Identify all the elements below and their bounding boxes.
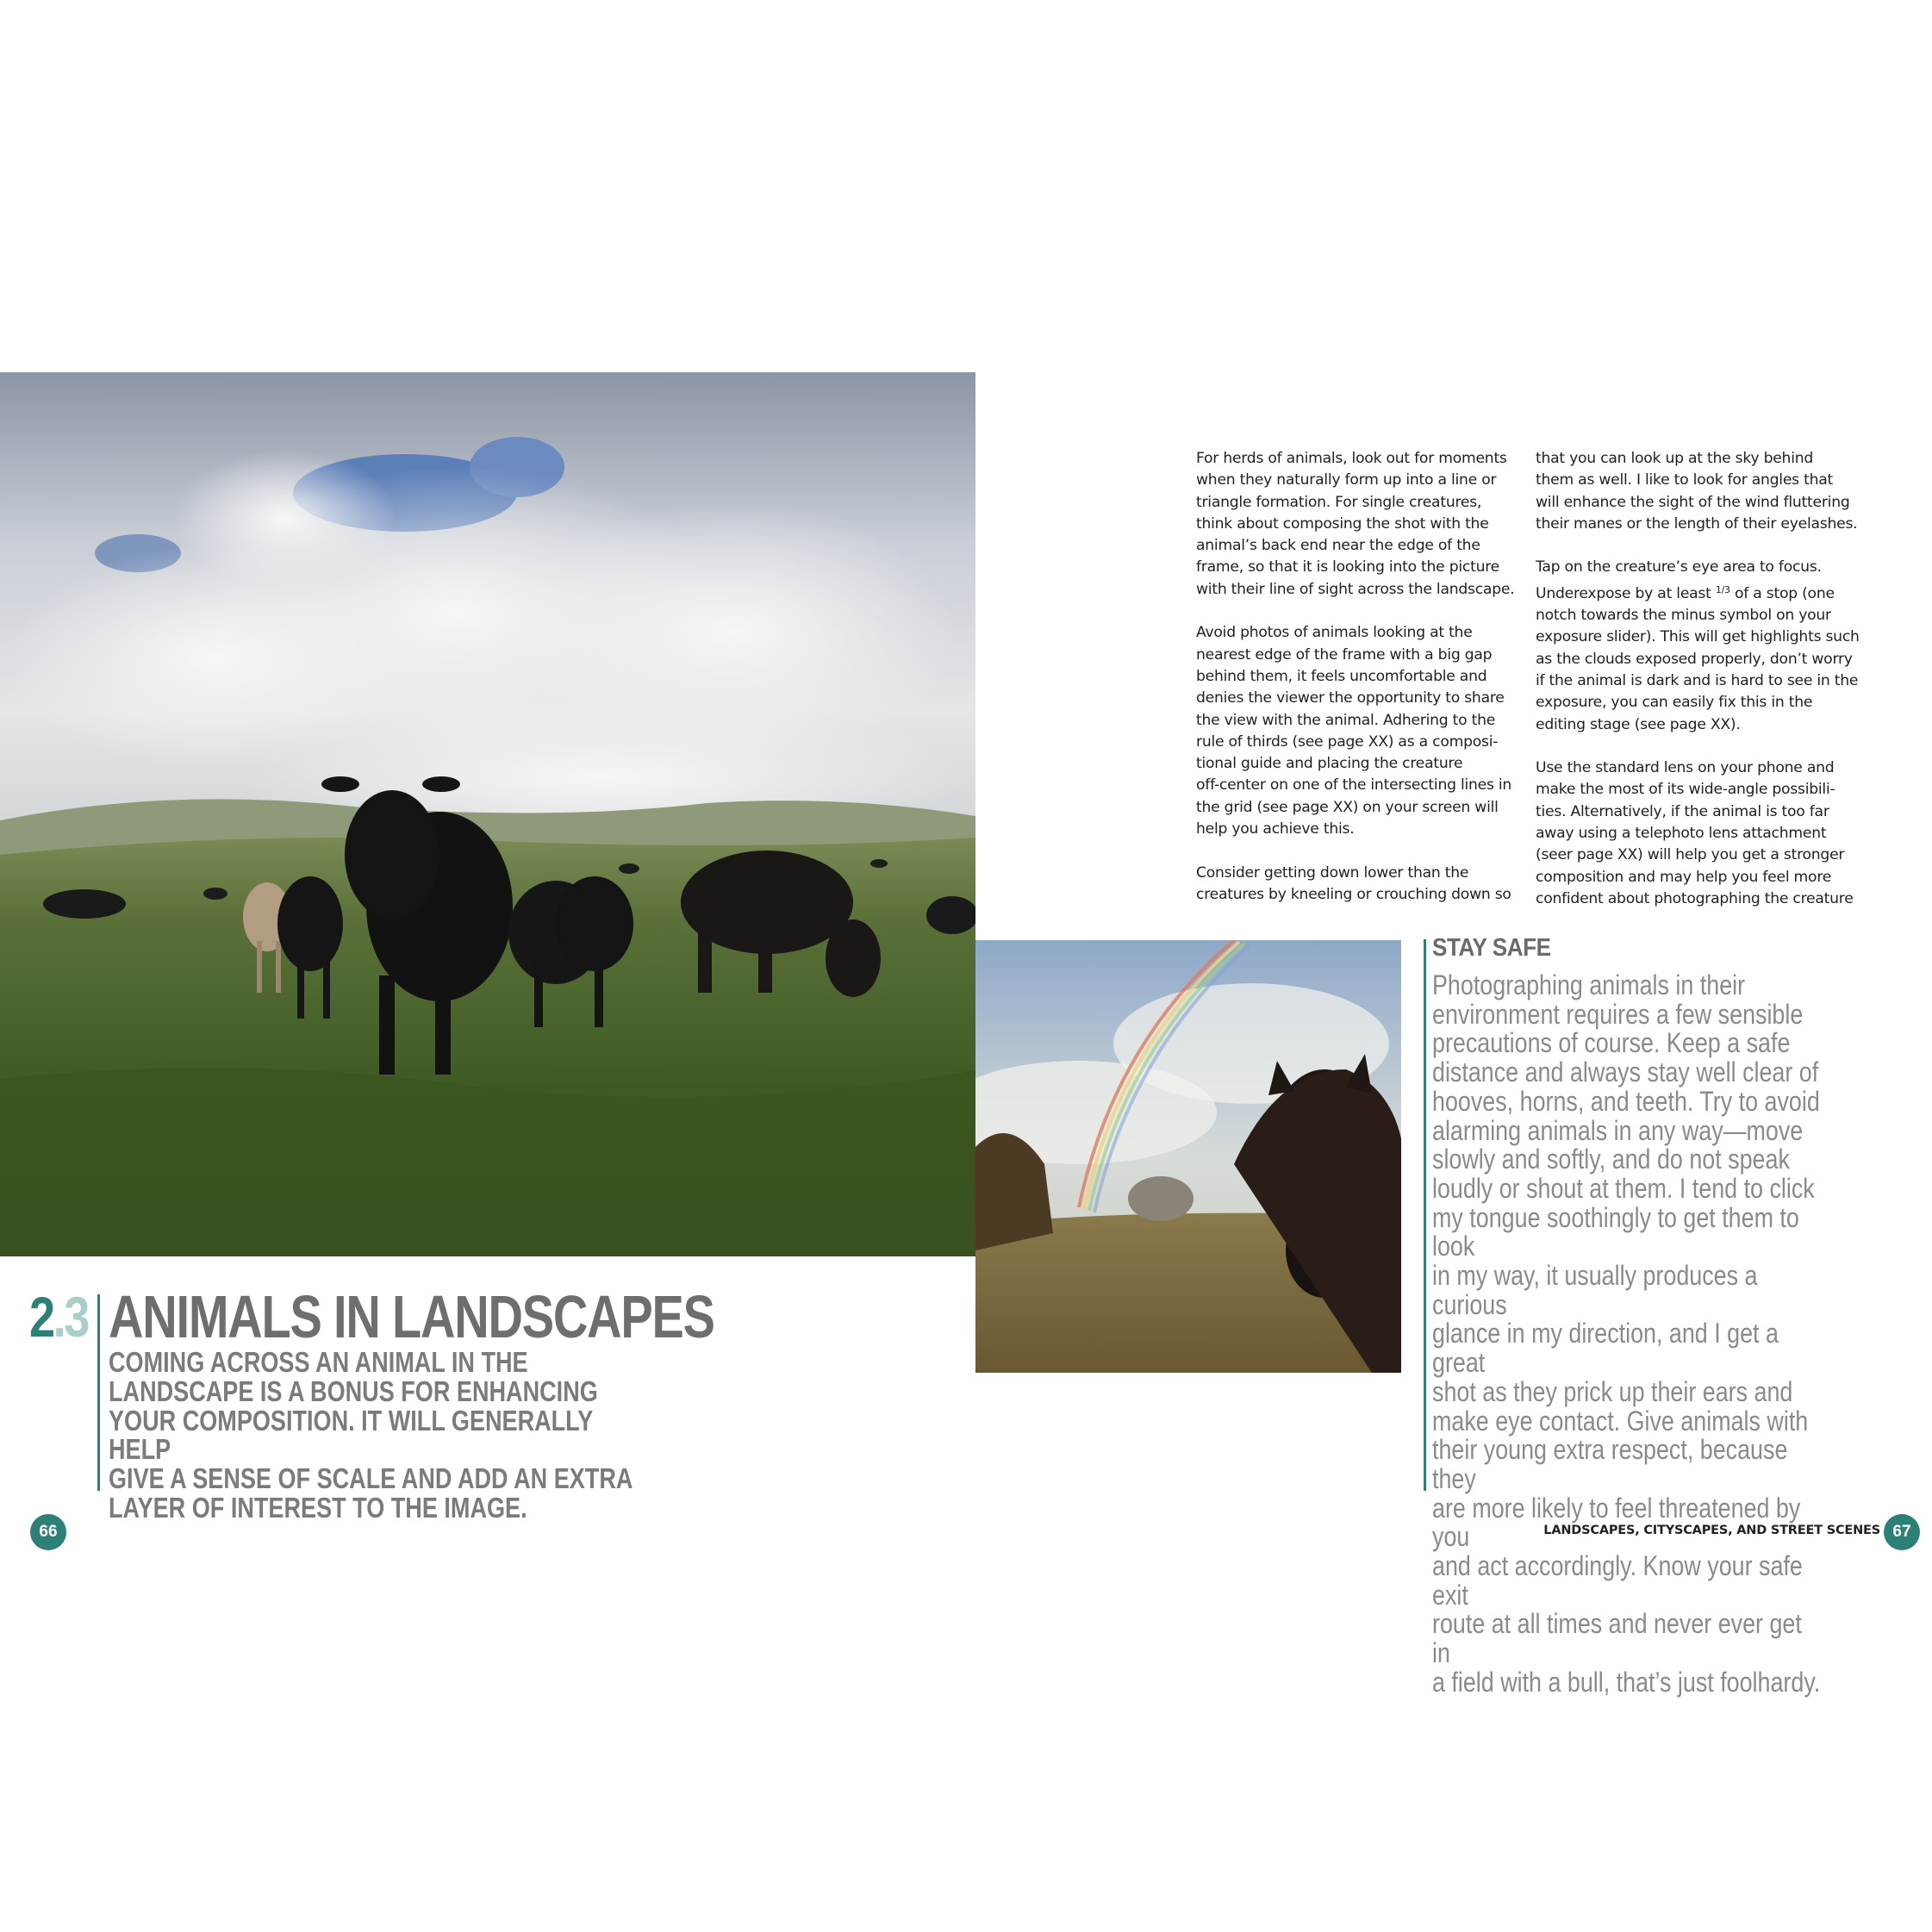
body-paragraph: Avoid photos of animals looking at the nearest edge of the frame with a big gap behind them, it feels uncomfortable and denies the viewer the opportunity to share the view with the animal. Adhering to the rule of thirds (see page XX) as a composi- tional guide and placing the creature off-center on one of the intersecting lines in the grid (see page XX) on your screen will help you achieve this. [1196,624,1512,838]
text-run: of a stop (one notch towards the minus symbol on your exposure slider). This will get highlights such as the clouds exposed properly, don’t worry if the animal is dark and is hard to see in the exposure, you can easily fix this in the editing stage (see page XX). [1536,584,1860,733]
sidebar-rule [1424,939,1426,1491]
heading-rule [97,1294,100,1491]
section-number-minor: .3 [53,1285,88,1349]
sidebar-body: Photographing animals in their environment requires a few sensible precautions of course. Keep a safe distance and always stay well clear of hooves, horns, and teeth. Try to avoid alarming animals in any way—move slowly and softly, and do not speak loudly or shout at them. I tend to click my tongue soothingly to get them to look in my way, it usually produces a curious glance in my direction, and I get a great shot as they prick up their ears and make eye contact. Give animals with their young extra respect, because they are more likely to feel threatened by you and act accordingly. Know your safe exit route at all times and never ever get in a field with a bull, that’s just foolhardy. [1432,969,1821,1698]
body-column-right [1536,448,1872,910]
body-paragraph: that you can look up at the sky behind them as well. I like to look for angles that will enhance the sight of the wind fluttering their manes or the length of their eyelashes. [1536,450,1858,533]
fraction: 1/3 [1715,583,1730,595]
body-paragraph [1536,557,1872,735]
body-column-left [1196,448,1524,906]
cow-herd-photo [0,372,975,1256]
body-paragraph: For herds of animals, look out for moments when they naturally form up into a line or triangle formation. For single creatures, think about composing the shot with the animal’s back end near the edge of the frame, so that it is looking into the picture with their line of sight across the landscape. [1196,450,1515,598]
body-paragraph: Use the standard lens on your phone and make the most of its wide-angle possibili- ties. Alternatively, if the animal is too far away using a telephoto lens attachment (seer page XX) will help you get a stronger composition and may help you feel more confident about photographing the creature [1536,759,1854,907]
sidebar-title: STAY SAFE [1432,934,1551,962]
text-run: Tap on the creature’s eye area to focus. Underexpose by at least [1536,558,1822,602]
section-title: ANIMALS IN LANDSCAPES [109,1283,714,1350]
section-number [29,1284,88,1349]
body-paragraph: Consider getting down lower than the creatures by kneeling or crouching down so [1196,863,1511,903]
section-intro: COMING ACROSS AN ANIMAL IN THE LANDSCAPE IS A BONUS FOR ENHANCING YOUR COMPOSITION. IT WILL GENERALLY HELP GIVE A SENSE OF SCALE AND ADD AN EXTRA LAYER OF INTEREST TO THE IMAGE. [109,1346,633,1524]
running-footer: LANDSCAPES, CITYSCAPES, AND STREET SCENES [1543,1524,1880,1537]
section-number-major: 2 [29,1285,53,1349]
pony-rainbow-photo [975,940,1401,1373]
page-number-right: 67 [1884,1514,1920,1550]
page-number-left: 66 [30,1514,66,1550]
